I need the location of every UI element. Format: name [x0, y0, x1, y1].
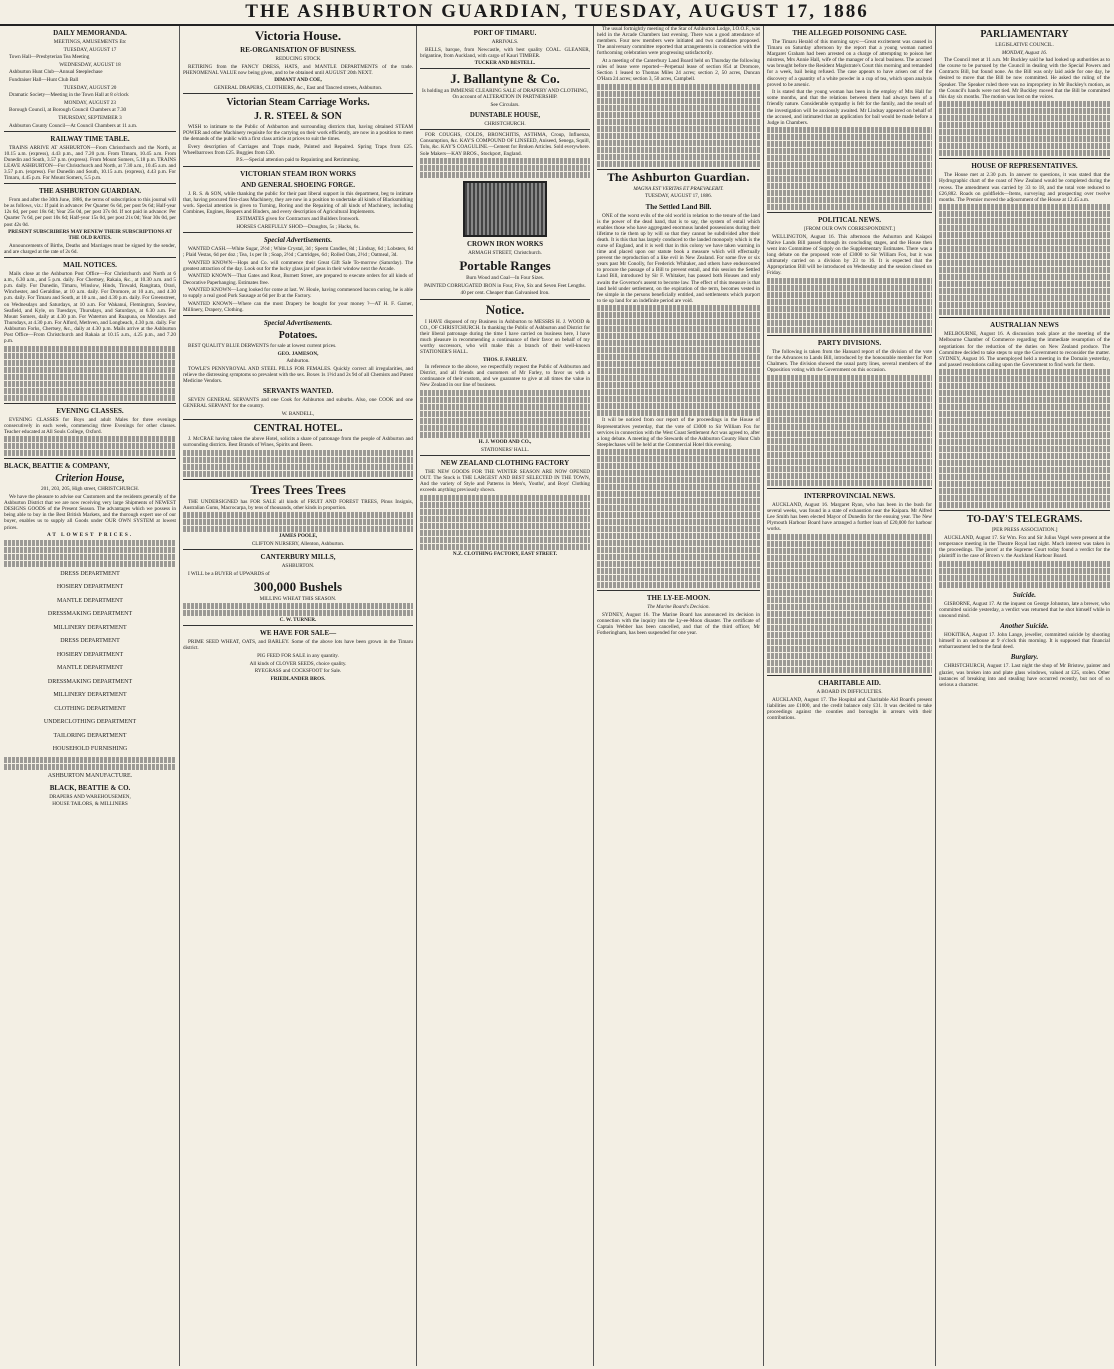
memo-line: Ashburton County Council—At Council Chambers at 11 a.m.	[9, 122, 138, 129]
memo-line: Fundraiser Hall—Hunt Club Ball	[9, 76, 79, 83]
steam-carriage-title: Victorian Steam Carriage Works.	[226, 96, 370, 108]
railway-text: TRAINS ARRIVE AT ASHBURTON—From Christchurch and the North, at 10.15 a.m. (express), 4.43 p.m., and 7.20 p.m. From Timaru, 10.45 a.m. From Dunedin and South, 3.57 p.m. (express). From Mount Somers, 5.18 p.m. TRAINS LEAVE ASHBURTON—For Christchurch and North, at 7.30 a.m., 10.45 a.m. and 3.57 p.m. (express). For Dunedin and South, 10.15 a.m. (express), 4.43 p.m. For Timaru, 4.45 p.m. For Mount Somers, 5.5 p.m.	[4, 144, 176, 182]
cheaper-text: 40 per cent. Cheaper than Galvanised Iron.	[460, 290, 550, 297]
iron-works-title: VICTORIAN STEAM IRON WORKS	[240, 169, 356, 178]
guardian-terms-title: THE ASHBURTON GUARDIAN.	[38, 187, 142, 196]
port-title: PORT OF TIMARU.	[473, 29, 537, 37]
canterbury-sub: ASHBURTON.	[281, 562, 315, 569]
special-ads-title-2: Special Advertisements.	[263, 319, 333, 328]
servants-text: SEVEN GENERAL SERVANTS and one Cook for Ashburton and suburbs. Also, one COOK and one GENERAL SERVANT for the country.	[183, 397, 413, 410]
memo-list	[4, 47, 176, 129]
servants-title: SERVANTS WANTED.	[262, 387, 334, 396]
department: MANTLE DEPARTMENT	[57, 665, 123, 672]
wanted-ad: WANTED KNOWN—Where can the most Drapery be bought for your money ?—AT H. F. Garner, Millinery, Drapery, Clothing.	[183, 300, 413, 313]
poisoning-text: The Timaru Herald of this morning says:—Great excitement was caused in Timaru on Saturday afternoon by the report that a young woman named Margaret Graham had been arrested on a charge of attempting to poison her mistress, Mrs Annie Hall, wife of the manager of a local business. The accused was brought before the Resident Magistrate's Court this morning and remanded for a week, bail being refused. The case appears to have arisen out of the discovery of a quantity of a white powder in a cup of tea, which upon analysis proved to be arsenic.	[767, 39, 932, 88]
central-hotel-title: CENTRAL HOTEL.	[253, 422, 343, 434]
beattie-text: We have the pleasure to advise our Customers and the residents generally of the Ashburton District that we are now receiving very large Shipments of NEWEST DESIGNS GOODS of the Present Season. The advantages which we possess in being able to buy in the Best British Markets, and the thorough expert use of our buyer, enables us to supply all Goods under OUR OWN SYSTEM at lowest prices.	[4, 494, 176, 531]
column-3	[420, 26, 590, 1366]
column-rule	[935, 26, 936, 1366]
towle-text: TOWLE'S PENNYROYAL AND STEEL PILLS FOR FEMALES. Quickly correct all irregularities, and relieve the distressing symptoms so prevalent with the sex. Boxes 1s 1½d and 2s 9d of all Chemists and Patent Medicine Vendors.	[183, 365, 413, 384]
corrugated-iron: PAINTED CORRUGATED IRON in Four, Five, Six and Seven Feet Lengths.	[424, 282, 586, 289]
memo-title: DAILY MEMORANDA.	[53, 29, 127, 37]
port-name: TUCKER AND BESTELL.	[474, 60, 536, 67]
bushels: 300,000 Bushels	[253, 578, 343, 594]
wanted-ad: WANTED CASH.—White Sugar, 2½d ; White Crystal, 3d ; Sperm Candles, 8d ; Lindsay, 6d ; Lobsters, 6d ; Plaid Vestas, 6d per doz ; Tea, 1s per lb ; Soap, 2½d ; Cartridges, 6d ; Rolled Oats, 2½d ; Oatmeal, 3d.	[183, 246, 413, 259]
dunstable-sub: CHRISTCHURCH.	[484, 121, 526, 128]
ryegrass: RYEGRASS and COCKSFOOT for Sale.	[254, 668, 342, 675]
dunstable-house: DUNSTABLE HOUSE,	[469, 111, 541, 120]
turner-name: C. W. TURNER.	[279, 617, 317, 624]
mail-notices-text: Mails close at the Ashburton Post Office—For Christchurch and North at 6 a.m., 6.30 a.m., and 5 p.m. daily. For Chertsey, Rakaia, &c., at 10.30 a.m. and 5 p.m. daily. For Dunedin, Timaru, Winslow, Hinds, Tinwald, Rangitata, Orari, Winchester, and Geraldine, at 10 a.m. daily. For Dromore, at 10 a.m., and 4.30 p.m. daily. For Timaru and South, at 10 a.m., and 4.30 p.m. daily. For Greenstreet, on Wednesdays and Saturdays, at 10 a.m. For Wakanui, Flemington, Seaview, Seafield, and Kyle, on Tuesdays, Thursdays, and Saturdays, at 6.30 a.m. For Mount Somers, daily at 4.30 p.m. For Waterton and Ruapuna, on Mondays and Thursdays, at 4.30 p.m. For Alford, Methven, and Longbeach, 4.30 p.m. daily. For Ashburton Forks, Chertsey, &c., daily at 4.30 p.m. Mails arrive at the Ashburton Post Office—From Christchurch and Rakaia at 10.15 a.m., 4.25 p.m., and 7.20 p.m.	[4, 271, 176, 345]
sale-text: PRIME SEED WHEAT, OATS, and BARLEY. Some of the above lots have been grown in the Timaru district.	[183, 639, 413, 652]
potatoes-title: Potatoes.	[278, 330, 318, 342]
special-ads-title: Special Advertisements.	[263, 236, 333, 245]
nz-clothing-title: NEW ZEALAND CLOTHING FACTORY	[440, 458, 570, 467]
masthead-title: THE ASHBURTON GUARDIAN, TUESDAY, AUGUST 17, 1886	[245, 1, 869, 22]
pig-feed: PIG FEED FOR SALE in any quantity.	[257, 653, 339, 659]
wood-sub: STATIONERS' HALL.	[480, 446, 530, 453]
jameson-name: GEO. JAMESON,	[277, 350, 319, 357]
ballantyne-title: J. Ballantyne & Co.	[450, 71, 560, 87]
milling-wheat: MILLING WHEAT THIS SEASON.	[259, 595, 337, 602]
range-stove-illustration	[463, 181, 547, 237]
party-divisions-text: The following is taken from the Hansard report of the division of the vote for the Advances to Lands Bill, introduced by the honourable member for Port Chalmers. The division showed the usual party lines, several members of the Opposition voting with the Government on this occasion.	[767, 349, 932, 374]
memo-line: TUESDAY, AUGUST 20	[63, 84, 117, 91]
suicide-text: GISBORNE, August 17. At the inquest on George Johnston, late a brewer, who committed suicide yesterday, a verdict was returned that he shot himself while in unsound mind.	[939, 600, 1110, 620]
political-news-title: POLITICAL NEWS.	[817, 216, 882, 225]
clover-seeds: All kinds of CLOVER SEEDS, choice quality.	[249, 660, 347, 667]
iron-text: J. R. S. & SON, while thanking the public for their past liberal support in this department, beg to intimate that, having procured first-class Machinery, they are now in a position to undertake all kinds of Blacksmithing work. Special attention is given to Turning, Boring and the Repairing of all kinds of Machinery, including Combines, Engines, Reapers and Binders, and every description of Agricultural Implements.	[183, 190, 413, 215]
paper-title: The Ashburton Guardian.	[607, 172, 750, 184]
department: MILLINERY DEPARTMENT	[53, 692, 127, 699]
council-date: MONDAY, August 16.	[1001, 49, 1048, 56]
victoria-text: RETIRING from the FANCY DRESS, HATS, and MANTLE DEPARTMENTS of the trade. PHENOMENAL VALUE now being given, and to be obtained until AUGUST 20th NEXT.	[183, 63, 413, 76]
port-text: BELLS, barque, from Newcastle, with best quality COAL. GLEANER, brigantine, from Auckland, with cargo of Kauri TIMBER.	[420, 46, 590, 59]
mail-notices-title: MAIL NOTICES.	[63, 261, 117, 270]
sale-title: WE HAVE FOR SALE—	[259, 629, 337, 638]
telegrams-text: AUCKLAND, August 17. Sir Wm. Fox and Sir Julius Vogel were present at the temperance meeting in the Theatre Royal last night. Much interest was taken in the proceedings. The jurors' at the Supreme Court today found a verdict for the plaintiff in the case of Brown v. the Auckland Harbour Board.	[939, 534, 1110, 560]
crown-sub: ARMAGH STREET, Christchurch.	[468, 250, 542, 257]
dimant-name: DIMANT AND COE,	[274, 77, 322, 84]
lodge-text: The usual fortnightly meeting of the Star of Ashburton Lodge, I.O.O.F., was held in the Arcade Chambers last evening. There was a good attendance of members. Four new members were initiated and two candidates proposed. The anniversary committee reported that arrangements in connection with the forthcoming celebration were progressing satisfactorily.	[597, 26, 760, 57]
department: TAILORING DEPARTMENT	[53, 732, 127, 739]
suicide-title: Suicide.	[1012, 590, 1037, 599]
department: HOSIERY DEPARTMENT	[56, 651, 124, 658]
another-suicide-text: HOKITIKA, August 17. John Lange, jeweller, committed suicide by shooting himself in an outhouse at 9 o'clock this morning. It is supposed that financial embarrassment led to the fatal deed.	[939, 632, 1110, 651]
dimant-sub: GENERAL DRAPERS, CLOTHIERS, &c., East and Tancred streets, Ashburton.	[213, 84, 383, 91]
criterion-house: Criterion House,	[55, 473, 125, 485]
estimates: ESTIMATES given for Contractors and Builders Ironwork.	[236, 216, 360, 223]
memo-line: Dramatic Society—Meeting in the Town Hall at 8 o'clock	[9, 92, 129, 99]
legislative-council: LEGISLATIVE COUNCIL.	[995, 42, 1054, 48]
farley-name: THOS. F. FARLEY.	[482, 356, 528, 363]
wood-name: H. J. WOOD AND CO.,	[478, 439, 532, 446]
nz-text: THE NEW GOODS FOR THE WINTER SEASON ARE NOW OPENED OUT. The Stock is THE LARGEST AND BEST SELECTED IN THE TOWN, And the variety of Style and Patterns in Men's, Youths', and Boys' Clothing exceeds anything previously shown.	[420, 468, 590, 493]
beattie-footer-sub: DRAPERS AND WAREHOUSEMEN,	[49, 793, 131, 800]
australian-news-text: MELBOURNE, August 16. A discussion took place at the meeting of the Melbourne Chamber of Commerce regarding the immediate resumption of the negotiations for the reduction of the duties on New Zealand produce. The Committee decided to take steps to urge the Government to reconsider the matter. SYDNEY, August 16. The unemployed held a meeting in the Domain yesterday, and passed resolutions calling upon the Government to find work for them.	[939, 331, 1110, 368]
department: HOSIERY DEPARTMENT	[56, 584, 124, 591]
memo-line: MONDAY, AUGUST 23	[64, 99, 116, 106]
beattie-footer-sub2: HOUSE TAILORS, & MILLINERS	[52, 801, 128, 808]
memo-line: TUESDAY, AUGUST 17	[63, 46, 117, 53]
steel-ps: P.S.—Special attention paid to Repainting and Retrimming.	[236, 157, 360, 164]
political-news-sub: [FROM OUR OWN CORRESPONDENT.]	[804, 226, 895, 233]
department: CLOTHING DEPARTMENT	[54, 705, 126, 712]
another-suicide-title: Another Suicide.	[1000, 622, 1049, 631]
department: UNDERCLOTHING DEPARTMENT	[43, 719, 137, 726]
beattie-footer-name: BLACK, BEATTIE & CO.	[49, 783, 131, 792]
department-list	[4, 568, 176, 756]
settled-land-title: The Settled Land Bill.	[645, 202, 712, 211]
lyeemoon-sub: The Marine Board's Decision.	[647, 604, 710, 611]
victoria-subtitle: RE-ORGANISATION OF BUSINESS.	[240, 46, 356, 54]
todays-telegrams-title: TO-DAY'S TELEGRAMS.	[966, 514, 1083, 526]
nz-footer: N.Z. CLOTHING FACTORY, EAST STREET.	[452, 550, 558, 557]
department: DRESSMAKING DEPARTMENT	[47, 611, 133, 618]
house-reps-title: HOUSE OF REPRESENTATIVES.	[971, 162, 1078, 171]
victoria-reducing: REDUCING STOCK	[275, 56, 321, 62]
party-divisions-title: PARTY DIVISIONS.	[817, 339, 882, 348]
portable-ranges-title: Portable Ranges	[459, 258, 551, 274]
parliamentary-title: PARLIAMENTARY	[980, 29, 1069, 40]
memo-sub: MEETINGS, AMUSEMENTS Etc	[53, 39, 127, 45]
guardian-terms-text: From and after the 30th June, 1886, the terms of subscription to this journal will be as follows, viz.: If paid in advance: Per Quarter 6s 6d, per post 9s 6d; Half-year 12s 6d, per post 18s 6d; Year 25s 0d, per post 37s 0d. If not paid in advance: Per Quarter 7s 6d, per post 10s 6d; Half-year 15s 0d, per post 21s 0d; Year 30s 0d, per post 42s 0d.	[4, 197, 176, 228]
charitable-aid-sub: A BOARD IN DIFFICULTIES.	[816, 688, 883, 695]
buyer-text: I WILL be a BUYER of UPWARDS of	[188, 570, 270, 577]
ballantyne-sub: Is holding an IMMENSE CLEARING SALE of DRAPERY AND CLOTHING, On account of ALTERATION IN PARTNERSHIP.	[421, 88, 589, 101]
railway-title: RAILWAY TIME TABLE.	[50, 134, 130, 143]
political-news-text: WELLINGTON, August 16. This afternoon the Ashurton and Kaiapoi Native Lands Bill passed through its concluding stages, and the House then went into Committee of Supply on the Supplementary Estimates. There was a long debate on the proposed vote of £3000 to Sir William Fox, but it was ultimately carried on a division by 23 to 16. It is expected that the Appropriation Bill will be introduced on Wednesday and the session closed on Friday.	[767, 233, 932, 277]
beattie-address: 201, 203, 205, High street, CHRISTCHURCH.	[41, 486, 139, 493]
interprovincial-text: AUCKLAND, August 16. Margaret Ryan, who has been in the bush for several weeks, was found in a state of exhaustion near the Kaipara. Mr Alfred Lee Smith has been elected Mayor of Dunedin for the ensuing year. The New Plymouth Harbour Board have arranged a further loan of £20,000 for harbour works.	[767, 501, 932, 533]
ranges-text: Burn Wood and Coal—In Four Sizes.	[466, 275, 544, 282]
masthead	[0, 0, 1114, 26]
notice-text: I HAVE disposed of my Business in Ashburton to MESSRS H. J. WOOD & CO., OF CHRISTCHURCH. In thanking the Public of Ashburton and District for their liberal patronage during the time I have carried on business here, I have much pleasure in recommending a continuance of their favor on behalf of my worthy successors, who will make this a branch of their well-known STATIONER'S HALL.	[420, 318, 590, 355]
kays-text: FOR COUGHS, COLDS, BRONCHITIS, ASTHMA, Croup, Influenza, Consumption, &c. KAY'S COMPOUND OF LINSEED, Aniseed, Senega, Squill, Tolu, &c. KAY'S COAGULINE.—Cement for Broken Articles. Sold everywhere. Sole Makers—KAY BROS., Stockport, England.	[420, 132, 590, 157]
column-rule	[179, 26, 180, 1366]
settled-land-text-2: It will be noticed from our report of the proceedings in the House of Representatives yesterday, that the vote of £3000 to Sir William Fox for services in connection with the West Coast Settlement Act was agreed to, after a long debate. A meeting of the Stewards of the Ashburton County Hunt Club Steeplechases will be held at the Commercial Hotel this evening.	[597, 417, 760, 448]
paper-date: TUESDAY, AUGUST 17, 1886.	[644, 193, 713, 200]
department: HOUSEHOLD FURNISHING	[52, 746, 128, 753]
column-5	[767, 26, 932, 1366]
wanted-ad: WANTED KNOWN—Long looked for come at last. W. Houle, having commenced bacon curing, he is able to supply a real good Pork Sausage at 6d per lb at the Factory.	[183, 287, 413, 300]
department: DRESS DEPARTMENT	[60, 638, 120, 645]
steel-text: WISH to intimate to the Public of Ashburton and surrounding districts that, having obtained STEAM POWER and other Machinery requisite for the carrying on their work efficiently, are now in a position to meet the demands of the public with a first class article at prices to suit the times.	[183, 123, 413, 143]
servants-name: W. BANDELL,	[281, 410, 315, 417]
potatoes-text: BEST QUALITY BLUE DERWENTS for sale at lowest current prices.	[188, 343, 337, 350]
column-2	[183, 26, 413, 1366]
charitable-aid-title: CHARITABLE AID.	[818, 678, 881, 687]
trees-text: THE UNDERSIGNED has FOR SALE all kinds of FRUIT AND FOREST TREES, Pinus Insignis, Australian Gums, Macrocarpa, by tens of thousands, other kinds in proportion.	[183, 498, 413, 511]
iron-works-sub: AND GENERAL SHOEING FORGE.	[241, 180, 355, 189]
department: DRESS DEPARTMENT	[60, 570, 120, 577]
canterbury-mills-title: CANTERBURY MILLS,	[260, 552, 336, 561]
memo-line: Town Hall—Presbyterian Tea Meeting	[9, 54, 90, 61]
paper-motto: MAGNA EST VERITAS ET PRAEVALEBIT.	[633, 185, 724, 192]
beattie-title: BLACK, BEATTIE & COMPANY,	[4, 462, 110, 471]
memo-line: WEDNESDAY, AUGUST 18	[59, 61, 121, 68]
burglary-title: Burglary.	[1010, 653, 1039, 662]
central-text: J. McCRAE having taken the above Hotel, solicits a share of patronage from the people of Ashburton and surrounding districts. Best Brands of Wines, Spirits and Beers.	[183, 435, 413, 448]
column-6	[939, 26, 1110, 1366]
lowest-prices: AT LOWEST PRICES.	[46, 532, 134, 539]
column-rule	[593, 26, 594, 1366]
memo-line: THURSDAY, SEPTEMBER 3	[58, 114, 122, 121]
trees-name: JAMES POOLE,	[278, 533, 318, 540]
jameson-sub: Ashburton.	[286, 358, 310, 365]
wanted-ad: WANTED KNOWN—That Gates and Rout, Burnett Street, are prepared to execute orders for all kinds of Decorative Paperhanging. Estimates free.	[183, 273, 413, 286]
land-board-text: At a meeting of the Canterbury Land Board held on Thursday the following rules of lease were reported—Perpetual lease of section 854 at Dromore, Section 1 leased to Thomas Miles 24 acres; section 2, 50 acres, Duncan O'Hara 24 acres; section 3, 50 acres, Campbell.	[597, 57, 760, 83]
wood-text: In reference to the above, we respectfully request the Public of Ashburton and District, and all friends and customers of Mr Farley, to favor us with a continuance of their custom, and we guarantee to give at all times the value in New Zealand in our line of business.	[420, 364, 590, 389]
column-4	[597, 26, 760, 1366]
interprovincial-title: INTERPROVINCIAL NEWS.	[803, 491, 896, 500]
victoria-house-title: Victoria House.	[254, 28, 342, 43]
steel-son-title: J. R. STEEL & SON	[254, 110, 342, 122]
telegrams-sub: [PER PRESS ASSOCIATION.]	[991, 527, 1058, 534]
column-rule	[763, 26, 764, 1366]
memo-line: Ashburton Hunt Club—Annual Steeplechase	[9, 69, 103, 76]
steel-spring: Every description of Carriages and Traps made, Painted and Repaired. Spring Traps from £25. Wheelbarrows from £25. Buggies from £30.	[183, 143, 413, 156]
department: MANTLE DEPARTMENT	[57, 597, 123, 604]
lyeemoon-title: THE LY-EE-MOON.	[646, 594, 711, 603]
poisoning-title: THE ALLEGED POISONING CASE.	[792, 29, 907, 37]
evening-classes-title: EVENING CLASSES.	[56, 406, 124, 415]
charitable-aid-text: AUCKLAND, August 17. The Hospital and Charitable Aid Board's present liabilities are £1000, and the credit balance only £31. It was decided to take proceedings against the counties and boroughs in arrears with their contributions.	[767, 696, 932, 721]
ashburton-manufacture: ASHBURTON MANUFACTURE.	[47, 772, 133, 779]
crown-iron-title: CROWN IRON WORKS	[466, 240, 544, 249]
memo-line: Borough Council, at Borough Council Chambers at 7.30	[9, 107, 127, 114]
column-rule	[416, 26, 417, 1366]
horses-shod: HORSES CAREFULLY SHOD—Draughts, 5s ; Hacks, 6s.	[236, 224, 360, 230]
lyeemoon-text: SYDNEY, August 16. The Marine Board has announced its decision in connection with the inquiry into the Ly-ee-Moon disaster. The certificate of Captain Webber has been cancelled, and that of the third officer, Mr Fotheringham, has been suspended for one year.	[597, 612, 760, 637]
present-text: Announcements of Births, Deaths and Marriages must be signed by the sender, and are charged at the rate of 2s 6d.	[4, 242, 176, 255]
evening-classes-text: EVENING CLASSES for Boys and adult Males for three evenings consecutively in each week, commencing three Evenings for other classes. Teacher educated at All Souls College, Oxford.	[4, 416, 176, 435]
house-reps-text: The House met at 2.30 p.m. In answer to questions, it was stated that the Hydrographic chart of the coast of New Zealand would be completed during the recess. The amendment was carried by 33 to 18, and the total vote reduced to £26,882. Roads on goldfields—Items, surveying and prospecting over twelve months. The Premier moved the adjournment of the House at 12.45 a.m.	[939, 172, 1110, 203]
burglary-text: CHRISTCHURCH, August 17. Last night the shop of Mr Bristow, painter and glazier, was broken into and plate glass windows, valued at £25, stolen. Other instances of breaking into and stealing have occurred recently, but not of so serious a character.	[939, 663, 1110, 688]
department: DRESSMAKING DEPARTMENT	[47, 678, 133, 685]
department: MILLINERY DEPARTMENT	[53, 624, 127, 631]
council-text: The Council met at 11 a.m. Mr Buckley said he had looked up authorities as to the course to be pursued by the Council in dealing with the Special Powers and Contracts Bill, but found none. As the Bill was only laid aside for one day, he desired to move that the Bill be now committed. He asked the ruling of the Speaker. The Speaker ruled there was no impropriety in Mr Buckley's motion, as the Council's hands were not tied. Mr Buckley moved that the Bill be committed this day six months. The motion was lost on the voices.	[939, 57, 1110, 100]
settled-land-text: ONE of the worst evils of the old world in relation to the tenure of the land is the power of the dead hand, that is to say, the system of entail which enables those who have aggregated enormous landed possessions during their lifetime to tie them up by will so that they cannot be subdivided after their death. It is this that has largely conduced to the landed monopoly which is the curse of England, and it is well that in this colony we have taken warning in time and placed upon our statute book a measure which will effectually prevent the reproduction of a like evil in New Zealand. For some five or six years past Mr Conolly, for Frederick Whitaker, and others have endeavoured to procure the passage of a Bill to prevent entail, and this session the Settled Land Bill, introduced by Sir F. Whitaker, has passed both Houses and only awaits the Governor's assent to become law. The effect of this measure is that land held under settlement, on the expiration of the term, becomes vested in fee simple in the persons beneficially entitled, and settlements which purport to tie up land for an indefinite period are void.	[597, 212, 760, 304]
see-circulars: See Circulars.	[490, 102, 520, 109]
trees-title: Trees Trees Trees	[250, 481, 346, 497]
column-1	[4, 26, 176, 1366]
poisoning-text-2: It is stated that the young woman has been in the employ of Mrs Hall for some months, and that the relations between them had always been of a friendly nature. Considerable sympathy is felt for the family, and the result of the investigation will be anxiously awaited. Mr Lindsay appeared on behalf of the accused, and intimated that an application for bail would be made before a Judge in Chambers.	[767, 89, 932, 126]
present-subscribers: PRESENT SUBSCRIBERS MAY RENEW THEIR SUBSCRIPTIONS AT THE OLD RATES.	[8, 229, 172, 242]
notice-title: Notice.	[485, 301, 525, 317]
australian-news-title: AUSTRALIAN NEWS	[990, 321, 1059, 330]
friedlander-name: FRIEDLANDER BROS.	[270, 675, 326, 682]
wanted-ad: WANTED KNOWN—Hops and Co. will commence their Great Gift Sale To-morrow (Saturday). The greatest attraction of the day. Look out for the lucky glass jar of peas in their window next the Arcade.	[183, 259, 413, 272]
trees-sub: CLIFTON NURSERY, Allenton, Ashburton.	[251, 540, 345, 547]
arrivals: ARRIVALS.	[491, 39, 519, 45]
